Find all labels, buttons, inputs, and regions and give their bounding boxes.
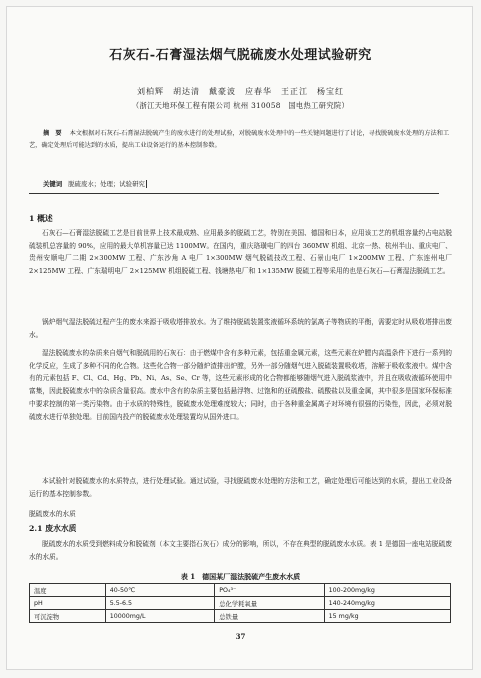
paragraph-water-quality: 脱硫废水的水质受到燃料成分和脱硫剂（本文主要指石灰石）成分的影响，所以，不存在典型的脱硫废水水质。表 1 是德国一座电站脱硫废水的水质。 <box>29 540 452 561</box>
water-quality-table <box>29 583 451 623</box>
table-row <box>30 584 451 597</box>
table-cell: 5.5-6.5 <box>105 597 214 610</box>
table-cell: 15 mg/kg <box>324 610 450 623</box>
table-row <box>30 597 451 610</box>
header-rule <box>29 193 439 194</box>
page-number: 37 <box>235 632 246 641</box>
paragraph-overview-2: 锅炉烟气湿法脱硫过程产生的废水来源于吸收塔排放水。为了维持脱硫装置浆液循环系统的氯离子等物质的平衡，需要定时从吸收塔排出废水。 <box>29 318 452 339</box>
keywords <box>43 178 443 190</box>
section-heading-water-quality: 2.1 废水水质 <box>29 524 77 533</box>
abstract-label: 摘 要 <box>43 130 62 137</box>
table-cell: 100-200mg/kg <box>324 584 450 597</box>
subsection-lead: 脱硫废水的水质 <box>29 510 76 518</box>
keywords-text: 脱硫废水；处理；试验研究 <box>68 180 145 188</box>
table-cell: 总化学耗氧量 <box>215 597 324 610</box>
table-caption: 表 1 德国某厂湿法脱硫产生废水水质 <box>180 572 301 581</box>
paper-title: 石灰石-石膏湿法烟气脱硫废水处理试验研究 <box>109 48 372 63</box>
table-cell: 40-50℃ <box>105 584 214 597</box>
paragraph-overview-3: 湿法脱硫废水的杂质来自烟气和脱硫用的石灰石：由于燃煤中含有多种元素，包括重金属元素，这些元素在炉膛内高温条件下进行一系列的化学反应，生成了多种不同的化合物。这些化合物一部分随炉渣排出炉膛，另外一部分随烟气进入脱硫装置吸收塔，溶解于吸收浆液中。煤中含有的元素包括 F、Cl、Cd、Hg、Pb、Ni、As、Se、Cr 等，这些元素形成的化合物都能够随烟气进入脱硫浆液中，并且在吸收液循环使用中富集，因此脱硫废水中的杂质含量很高。废水中含有的杂质主要包括悬浮物、过饱和的亚硫酸盐、硫酸盐以及重金属，其中很多是国家环保标准中要求控制的第一类污染物。由于水质的特殊性，脱硫废水处理难度较大；同时，由于各种重金属离子对环境有很强的污染性，因此，必须对脱硫废水进行单独处理。目前国内投产的脱硫废水处理装置均从国外进口。 <box>29 349 452 421</box>
author-list: 刘柏辉 胡达清 戴豪波 应春华 王正江 杨宝红 <box>137 87 344 96</box>
keywords-label: 关键词 <box>43 180 63 188</box>
table-cell: PO₄³⁻ <box>215 584 324 597</box>
table-cell: 可沉淀物 <box>30 610 106 623</box>
paragraph-overview-1: 石灰石—石膏湿法脱硫工艺是目前世界上技术最成熟、应用最多的脱硫工艺，特别在美国、德国和日本，应用该工艺的机组容量约占电站脱硫装机总容量的 90%，应用的最大单机容量已达 1100MW。在国内，重庆珞璜电厂的四台 360MW 机组、北京一热、杭州半山、重庆电厂、贵州安顺电厂二期 2×300MW 工程、广东沙角 A 电厂 1×300MW 烟气脱硫技改工程、石景山电厂 1×200MW 工程、广东连州电厂 2×125MW 工程、广东瑞明电厂 2×125MW 机组脱硫工程、钱塘热电厂和 1×135MW 脱硫工程等采用的也是石灰石—石膏湿法脱硫工艺。 <box>29 229 452 276</box>
table-cell: 温度 <box>30 584 106 597</box>
paragraph-overview-4: 本试验针对脱硫废水的水质特点，进行处理试验。通过试验，寻找脱硫废水处理的方法和工艺，确定处理后可能达到的水质，提出工业设备运行的基本控制参数。 <box>29 477 452 498</box>
table-cell: 140-240mg/kg <box>324 597 450 610</box>
table-row <box>30 610 451 623</box>
table-cell: pH <box>30 597 106 610</box>
table-cell: 总铁量 <box>215 610 324 623</box>
abstract <box>29 128 451 152</box>
table-cell: 10000mg/L <box>105 610 214 623</box>
abstract-text: 本文根据对石灰石-石膏湿法脱硫产生的废水进行的处理试验，对脱硫废水处理中的一些关键问题进行了讨论，寻找脱硫废水处理的方法和工艺，确定处理后可能达到的水质，提出工业设备运行的基本控制参数。 <box>29 130 450 149</box>
affiliation: （浙江天地环保工程有限公司 杭州 310058 国电热工研究院） <box>131 101 350 110</box>
section-heading-overview: 1 概述 <box>29 214 53 223</box>
